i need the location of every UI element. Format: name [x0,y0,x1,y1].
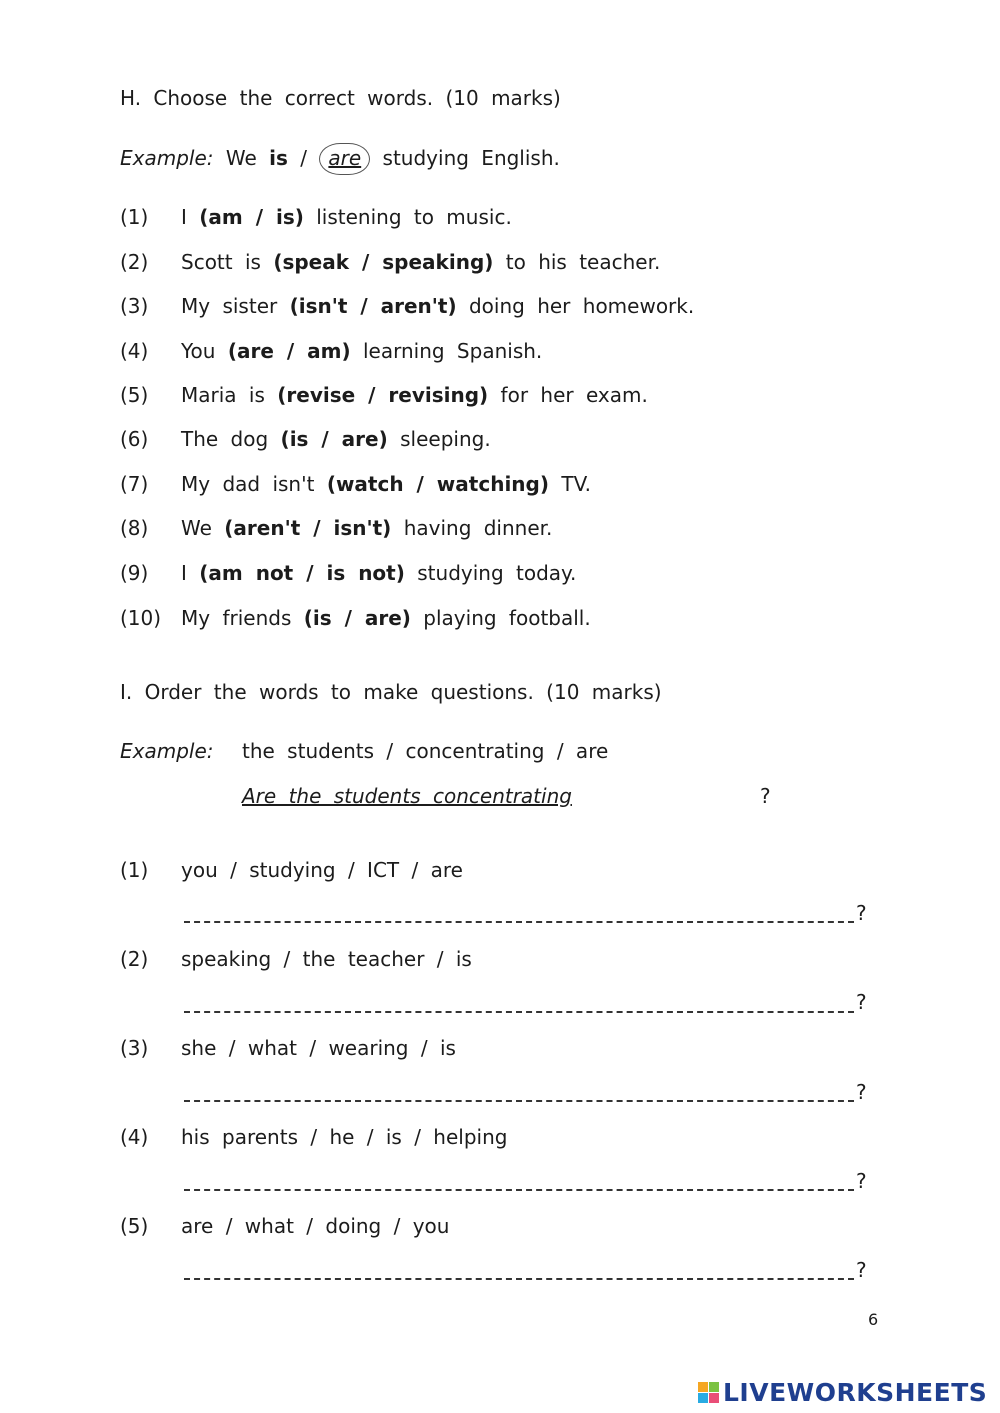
sentence-end: sleeping. [400,427,491,451]
h-item-sentence[interactable] [181,561,576,585]
h-item-sentence[interactable] [181,250,660,274]
word-choice[interactable]: (speak / speaking) [273,250,494,274]
sentence-start: My friends [181,606,292,630]
section-i-title: I. Order the words to make questions. (10 marks) [120,680,662,704]
sentence-start: My dad isn't [181,472,315,496]
section-h-example [120,146,560,170]
h-item-number: (4) [120,339,149,363]
example-answer: Are the students concentrating [242,784,572,808]
sentence-end: for her exam. [500,383,648,407]
word-choice[interactable]: (is / are) [280,427,388,451]
word-choice[interactable]: (isn't / aren't) [289,294,457,318]
h-item-sentence[interactable] [181,205,512,229]
i-item-number: (5) [120,1214,149,1238]
sentence-end: to his teacher. [505,250,661,274]
liveworksheets-logo[interactable] [698,1378,987,1407]
answer-input-line[interactable] [184,1100,854,1102]
question-mark: ? [856,1169,867,1193]
word-choice[interactable]: (watch / watching) [326,472,549,496]
sentence-start: My sister [181,294,278,318]
h-item-sentence[interactable] [181,516,552,540]
i-item-words: his parents / he / is / helping [181,1125,508,1149]
sentence-end: TV. [561,472,592,496]
page-number: 6 [868,1310,879,1329]
sentence-start: I [181,205,187,229]
sentence-end: doing her homework. [468,294,695,318]
i-item-words: she / what / wearing / is [181,1036,456,1060]
h-item-number: (7) [120,472,149,496]
sentence-end: playing football. [423,606,591,630]
example-label: Example: [120,146,214,170]
h-item-number: (2) [120,250,149,274]
h-item-number: (1) [120,205,149,229]
word-choice[interactable]: (aren't / isn't) [224,516,392,540]
sentence-start: You [181,339,216,363]
h-item-number: (9) [120,561,149,585]
i-item-number: (4) [120,1125,149,1149]
sentence-start: Maria is [181,383,265,407]
h-item-number: (6) [120,427,149,451]
section-h-title: H. Choose the correct words. (10 marks) [120,86,561,110]
question-mark: ? [856,901,867,925]
h-item-number: (5) [120,383,149,407]
sentence-end: having dinner. [403,516,553,540]
example-separator: / [300,146,308,170]
h-item-number: (8) [120,516,149,540]
question-mark: ? [856,1258,867,1282]
sentence-end: listening to music. [316,205,512,229]
word-choice[interactable]: (am / is) [199,205,304,229]
answer-input-line[interactable] [184,921,854,923]
logo-text: LIVEWORKSHEETS [723,1378,988,1407]
example-question-mark: ? [760,784,771,808]
example-option-1: is [269,146,288,170]
answer-input-line[interactable] [184,1189,854,1191]
question-mark: ? [856,990,867,1014]
h-item-sentence[interactable] [181,294,694,318]
question-mark: ? [856,1080,867,1104]
h-item-sentence[interactable] [181,427,491,451]
h-item-sentence[interactable] [181,472,591,496]
sentence-end: studying today. [417,561,577,585]
word-choice[interactable]: (is / are) [303,606,411,630]
h-item-sentence[interactable] [181,339,542,363]
sentence-start: Scott is [181,250,261,274]
example-circled-answer: are [319,143,370,175]
word-choice[interactable]: (revise / revising) [277,383,489,407]
i-item-number: (3) [120,1036,149,1060]
h-item-number: (10) [120,606,162,630]
answer-input-line[interactable] [184,1011,854,1013]
sentence-start: I [181,561,187,585]
h-item-sentence[interactable] [181,606,591,630]
i-item-words: you / studying / ICT / are [181,858,463,882]
i-item-words: are / what / doing / you [181,1214,450,1238]
sentence-start: We [181,516,212,540]
word-choice[interactable]: (are / am) [227,339,351,363]
i-item-number: (2) [120,947,149,971]
h-item-sentence[interactable] [181,383,648,407]
example-words: the students / concentrating / are [242,739,609,763]
i-item-number: (1) [120,858,149,882]
example-pre: We [225,146,257,170]
answer-input-line[interactable] [184,1278,854,1280]
word-choice[interactable]: (am not / is not) [199,561,405,585]
sentence-start: The dog [181,427,269,451]
h-item-number: (3) [120,294,149,318]
logo-icon [698,1382,719,1403]
example-label: Example: [120,739,214,763]
example-post: studying English. [382,146,560,170]
i-item-words: speaking / the teacher / is [181,947,472,971]
sentence-end: learning Spanish. [362,339,543,363]
